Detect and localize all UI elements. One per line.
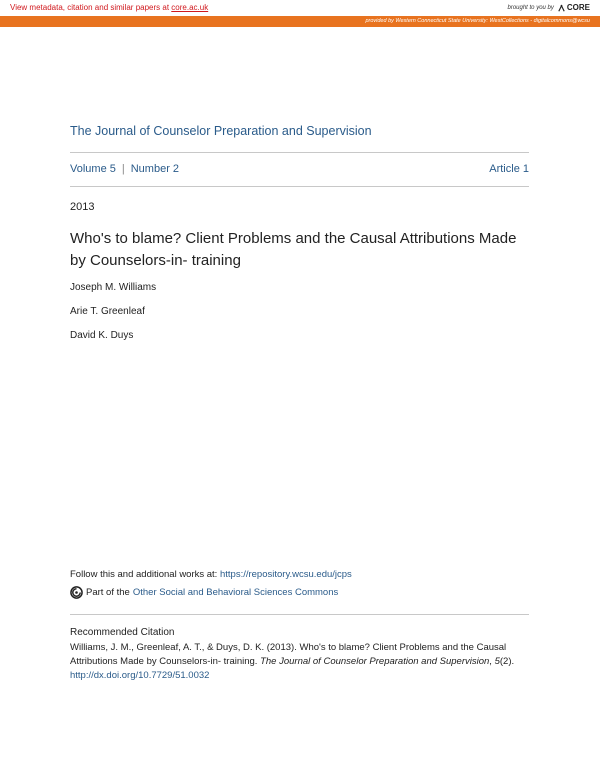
core-brought [508,0,591,16]
core-logo-text: CORE [566,3,590,12]
core-brought-label: brought to you by [507,5,554,11]
follow-line [70,569,352,580]
core-banner [0,0,600,16]
follow-text: Follow this and additional works at: [70,569,220,580]
citation-text: Williams, J. M., Greenleaf, A. T., & Duys, D. K. (2013). Who's to blame? Client Problems and the Causal Attributions Made by Counselors-in- training. [70,642,507,667]
citation-issue: (2). [499,656,515,667]
volume-link[interactable]: Volume 5 [70,163,116,175]
author-name: Arie T. Greenleaf [70,306,145,317]
divider-bottom [70,186,529,187]
volume-separator: | [121,163,125,175]
core-provided-bar [0,16,600,27]
core-view-text [10,0,208,16]
volume-row [70,163,529,175]
part-of-text: Part of the [86,587,130,598]
citation-volume: 5 [494,656,500,667]
publication-year: 2013 [70,201,95,213]
author-name: Joseph M. Williams [70,282,157,293]
divider-top [70,152,529,153]
number-link[interactable]: Number 2 [130,163,180,175]
core-link[interactable]: core.ac.uk [171,3,209,12]
commons-link[interactable]: Other Social and Behavioral Sciences Commons [132,587,339,598]
core-view-label: View metadata, citation and similar papers at [10,3,172,12]
core-logo-icon [557,4,566,13]
author-name: David K. Duys [70,330,134,341]
core-provided-text: provided by Western Connecticut State University: WestCollections - digitalcommons@wcsu [365,18,590,24]
repository-link[interactable]: https://repository.wcsu.edu/jcps [219,569,352,580]
citation-body: Williams, J. M., Greenleaf, A. T., & Duys, D. K. (2013). Who's to blame? Client Problems and the Causal Attributions Made by Counselors-in- training. The Journal of Counselor Preparation and Supervision, 5(2). http://dx.doi.org/10.7729/51.0032 [70,642,515,681]
doi-link[interactable]: http://dx.doi.org/10.7729/51.0032 [70,670,210,681]
paper-title: Who's to blame? Client Problems and the Causal Attributions Made by Counselors-in- training [70,230,517,269]
citation-journal: The Journal of Counselor Preparation and Supervision [260,656,490,667]
article-link[interactable]: Article 1 [489,163,529,175]
commons-icon [70,586,83,599]
part-of-line [70,586,338,599]
divider-citation [70,614,529,615]
journal-title[interactable]: The Journal of Counselor Preparation and Supervision [70,124,372,138]
citation-heading: Recommended Citation [70,627,175,638]
core-logo[interactable] [557,0,590,16]
